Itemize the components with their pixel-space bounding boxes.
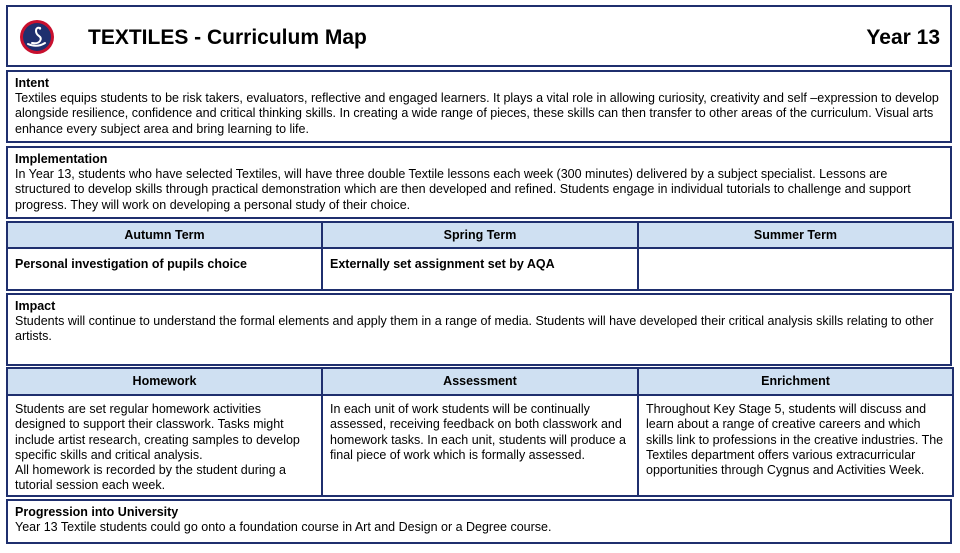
curriculum-map (6, 5, 952, 544)
implementation-heading: Implementation (15, 152, 108, 166)
implementation-section (6, 146, 952, 219)
progression-section (6, 499, 952, 544)
terms-header-row (6, 221, 952, 249)
progression-heading: Progression into University (15, 505, 179, 519)
homework-text: Students are set regular homework activities designed to support their classwork. Tasks might include artist research, creating samples to develop specific skills and critical analysis. All homework is recorded by the student during a tutorial session each week. (6, 394, 323, 497)
enrichment-header: Enrichment (637, 367, 954, 396)
progression-text: Year 13 Textile students could go onto a foundation course in Art and Design or a Degree course. (15, 520, 552, 534)
extras-header-row (6, 367, 952, 396)
intent-heading: Intent (15, 76, 50, 90)
impact-section (6, 293, 952, 366)
assessment-header: Assessment (321, 367, 639, 396)
summer-term-value (637, 247, 954, 291)
summer-term-header: Summer Term (637, 221, 954, 249)
swan-logo-icon (19, 19, 55, 55)
autumn-term-header: Autumn Term (6, 221, 323, 249)
intent-section (6, 70, 952, 143)
terms-value-row (6, 247, 952, 291)
implementation-text: In Year 13, students who have selected Textiles, will have three double Textile lessons each week (300 minutes) delivered by a subject specialist. Lessons are structured to develop skills through practical demonstration which are then developed and refined. Students engage in individual tutorials to challenge and support progress. They will work on developing a personal study of their choice. (15, 167, 911, 212)
enrichment-text: Throughout Key Stage 5, students will discuss and learn about a range of creative careers and which skills link to professions in the creative industries. The Textiles department offers various extracurricular opportunities through Cygnus and Activities Week. (637, 394, 954, 497)
homework-header: Homework (6, 367, 323, 396)
page-title: TEXTILES - Curriculum Map (88, 26, 367, 49)
impact-text: Students will continue to understand the formal elements and apply them in a range of media. Students will have developed their critical analysis skills relating to other artists. (15, 314, 934, 344)
autumn-term-value: Personal investigation of pupils choice (6, 247, 323, 291)
spring-term-header: Spring Term (321, 221, 639, 249)
impact-heading: Impact (15, 299, 56, 313)
extras-value-row (6, 394, 952, 497)
intent-text: Textiles equips students to be risk takers, evaluators, reflective and engaged learners. It plays a vital role in allowing curiosity, creativity and self –expression to develop alongside resilience, confidence and critical thinking skills. In creating a wide range of pieces, these skills can then transfer to other areas of the curriculum. Visual arts enhance every subject area and bring learning to life. (15, 91, 939, 136)
assessment-text: In each unit of work students will be continually assessed, receiving feedback on both classwork and homework tasks. In each unit, students will produce a final piece of work which is formally assessed. (321, 394, 639, 497)
header (6, 5, 952, 67)
spring-term-value: Externally set assignment set by AQA (321, 247, 639, 291)
year-label: Year 13 (866, 26, 940, 49)
